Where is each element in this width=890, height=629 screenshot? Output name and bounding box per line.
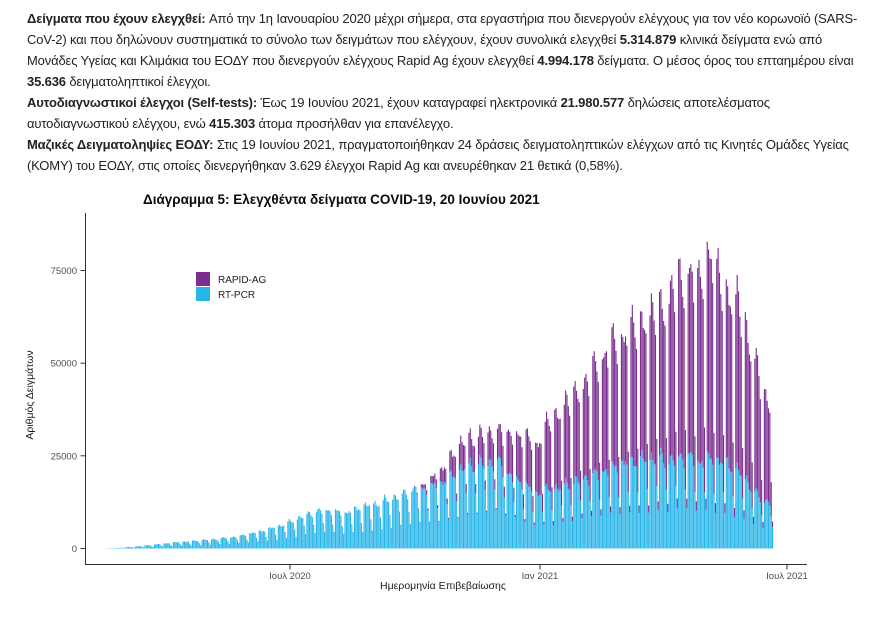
report-paragraph: Μαζικές Δειγματοληψίες ΕΟΔΥ: Στις 19 Ιουνίου 2021, πραγματοποιήθηκαν 24 δράσεις δειγματοληπτικών ελέγχων από τις Κινητές Ομάδες Υγείας (ΚΟΜΥ) του ΕΟΔΥ, στις οποίες διενεργήθηκαν 3.629 έλεγχοι Rapid Ag και ανευρέθηκαν 21 θετικά (0,58%). [27, 137, 849, 173]
y-tick-label-0: 0 [71, 544, 77, 555]
x-tick-label-jan2021: Ιαν 2021 [521, 571, 559, 582]
y-tick-label-50000: 50000 [50, 358, 77, 370]
report-paragraph: Δείγματα που έχουν ελεγχθεί: Από την 1η Ιανουαρίου 2020 μέχρι σήμερα, στα εργαστήρια που διενεργούν ελέγχους για τον νέο κορωνοϊό (SARS-CoV-2) και που δηλώνουν συστηματικά το σύνολο των δειγμάτων που ελέγχουν, έχουν συνολικά ελεγχθεί 5.314.879 κλινικά δείγματα ενώ από Μονάδες Υγείας και Κλιμάκια του ΕΟΔΥ που διενεργούν ελέγχους Rapid Ag έχουν ελεγχθεί 4.994.178 δείγματα. Ο μέσος όρος του επταημέρου είναι 35.636 δειγματοληπτικοί έλεγχοι. [27, 11, 858, 89]
legend-swatch-rapid-ag [196, 272, 210, 286]
legend [196, 272, 267, 301]
x-tick-label-jul2020: Ιουλ 2020 [269, 571, 311, 582]
chart-title: Διάγραμμα 5: Ελεγχθέντα δείγματα COVID-19, 20 Ιουνίου 2021 [143, 192, 540, 207]
legend-label-rt-pcr: RT-PCR [218, 290, 256, 301]
x-axis-title: Ημερομηνία Επιβεβαίωσης [380, 580, 506, 592]
y-axis-title: Αριθμός Δειγμάτων [24, 350, 36, 440]
y-tick-label-75000: 75000 [50, 266, 77, 277]
y-tick-label-25000: 25000 [50, 451, 77, 463]
x-tick-label-jul2021: Ιουλ 2021 [766, 571, 808, 582]
legend-swatch-rt-pcr [196, 287, 210, 301]
legend-label-rapid-ag: RAPID-AG [218, 275, 267, 286]
report-paragraph: Αυτοδιαγνωστικοί έλεγχοι (Self-tests): Έως 19 Ιουνίου 2021, έχουν καταγραφεί ηλεκτρονικά 21.980.577 δηλώσεις αποτελέσματος αυτοδιαγνωστικού ελέγχου, ενώ 415.303 άτομα προσήλθαν για επανέλεγχο. [27, 95, 770, 131]
